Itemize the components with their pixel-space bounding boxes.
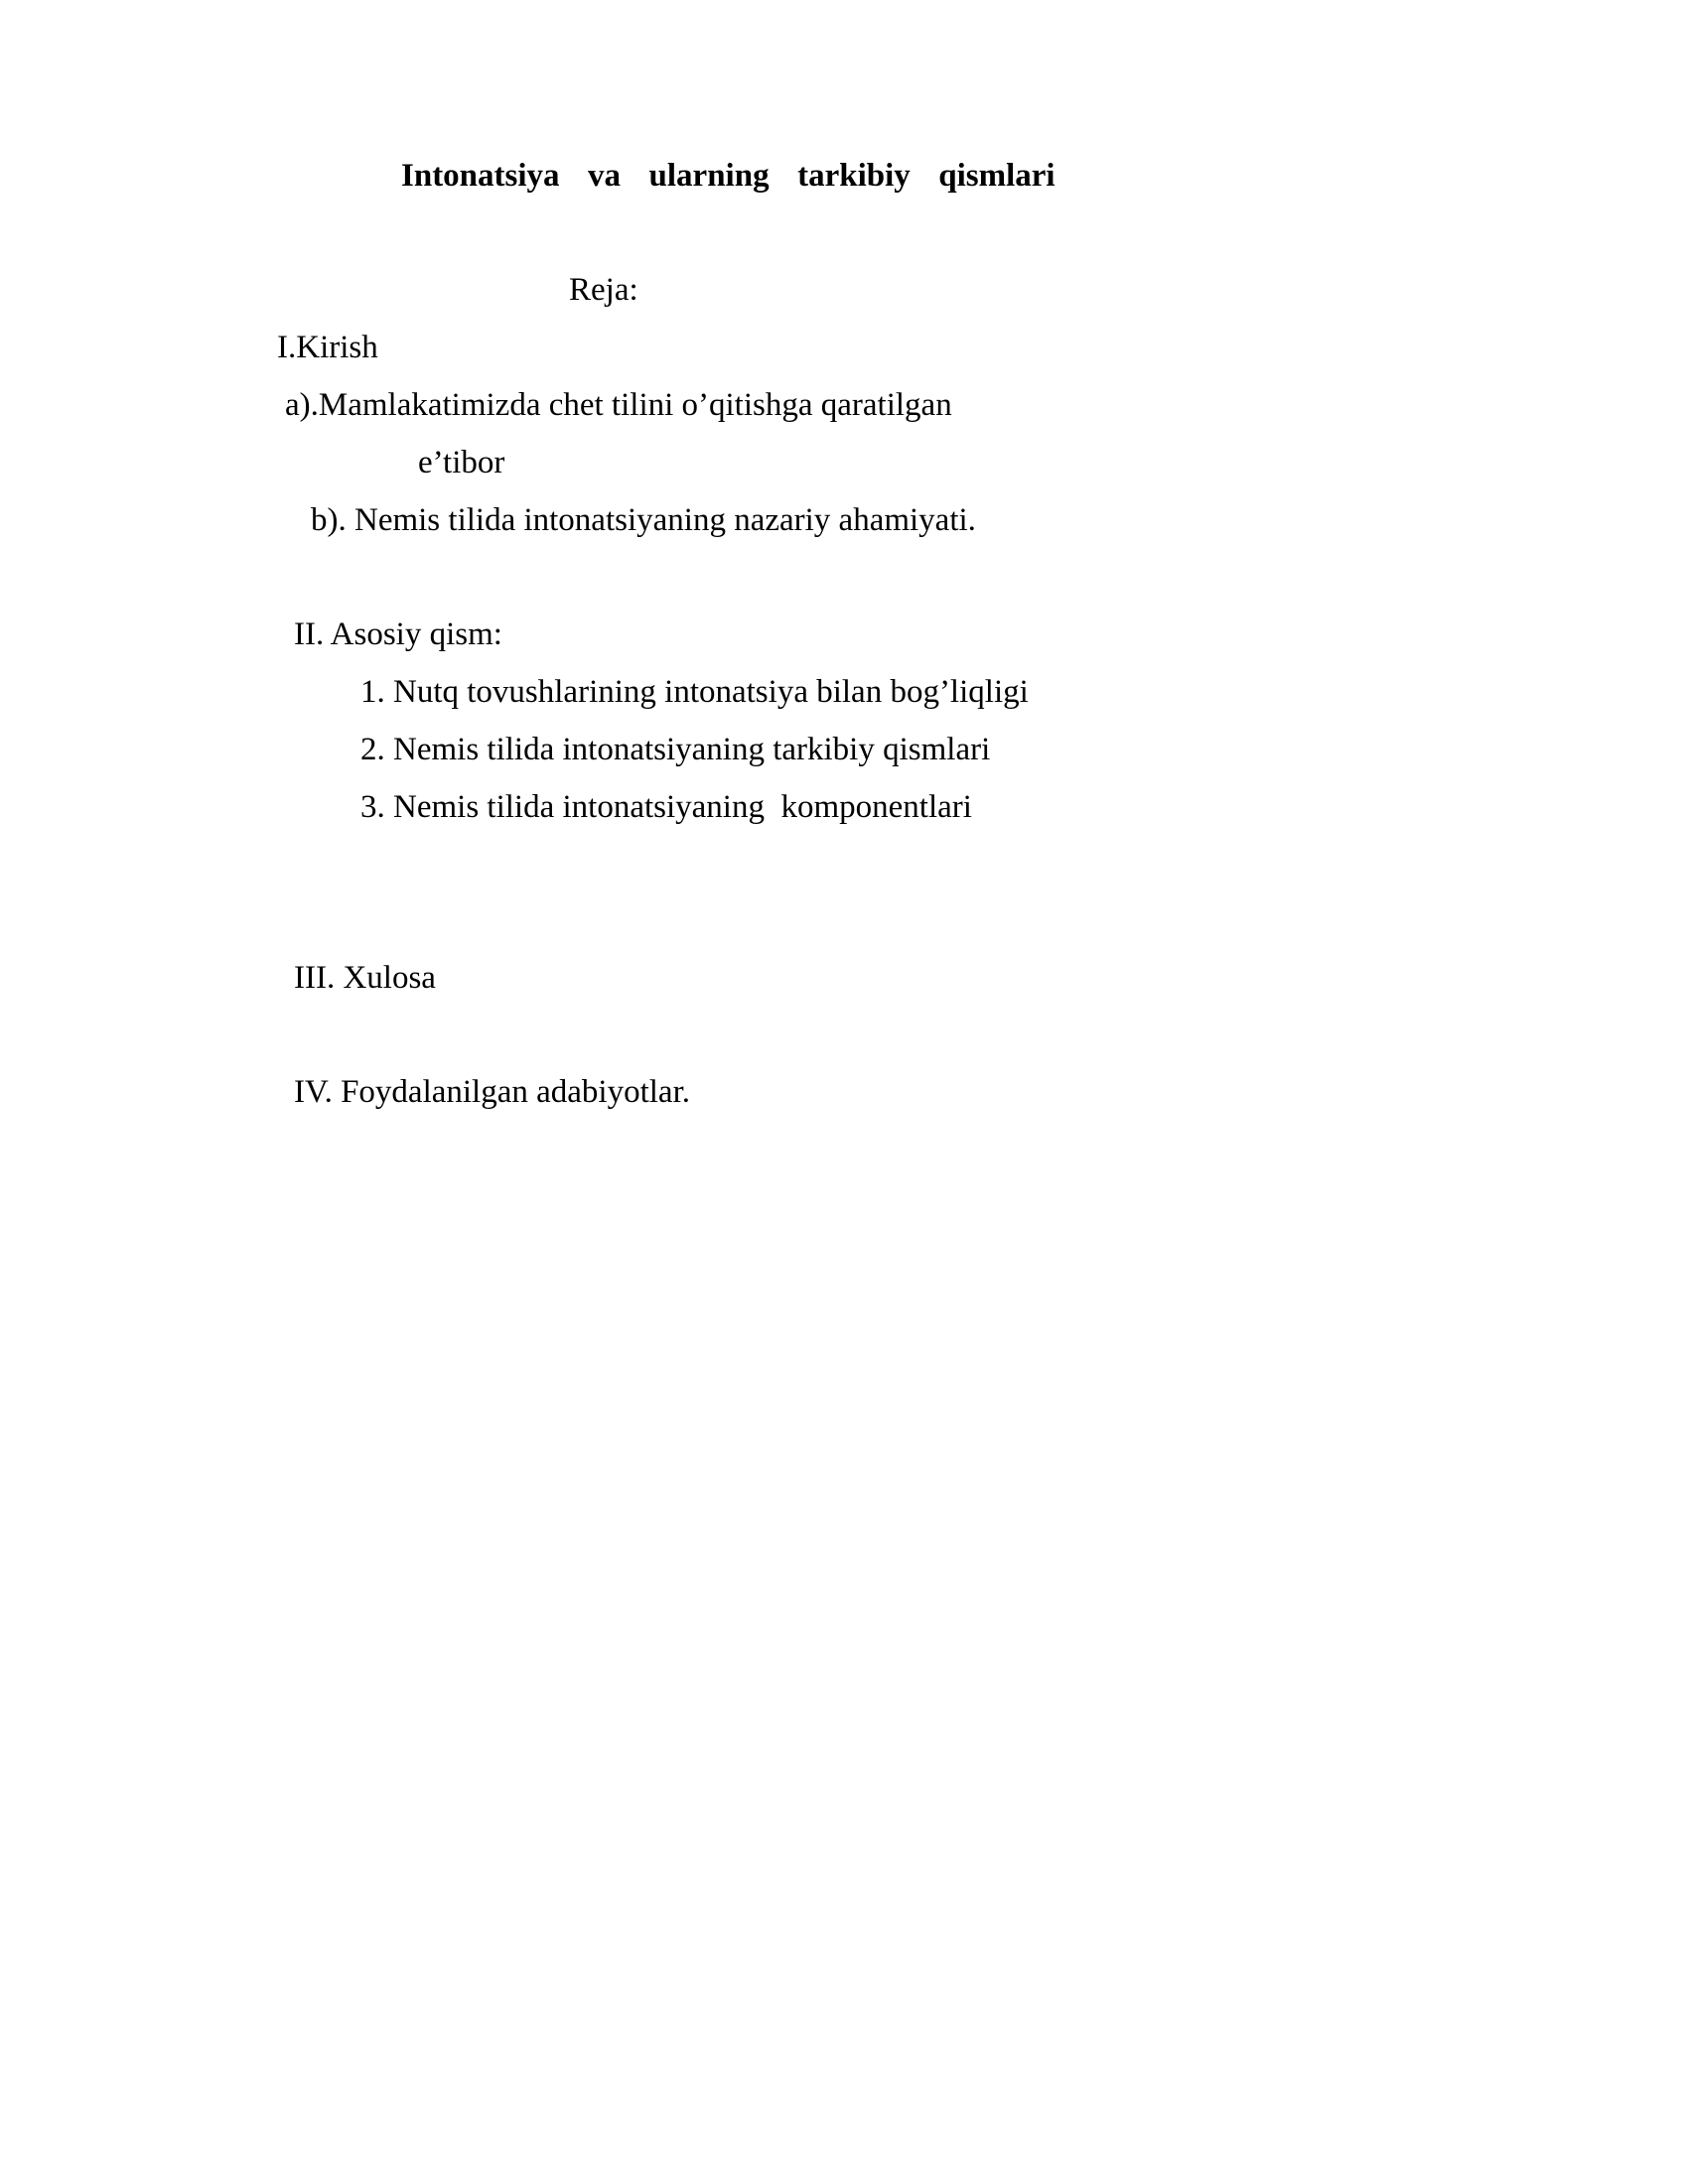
- plan-heading: Reja:: [569, 272, 638, 308]
- section-heading-intro: I.Kirish: [277, 330, 378, 365]
- section-heading-references: IV. Foydalanilgan adabiyotlar.: [294, 1074, 690, 1110]
- list-item: b). Nemis tilida intonatsiyaning nazariy ahamiyati.: [311, 502, 976, 538]
- document-title: Intonatsiya va ularning tarkibiy qismlari: [401, 158, 1055, 194]
- list-item: a).Mamlakatimizda chet tilini o’qitishga qaratilgan: [285, 387, 952, 423]
- section-heading-main: II. Asosiy qism:: [294, 616, 502, 652]
- section-heading-conclusion: III. Xulosa: [294, 960, 436, 996]
- list-item: 2. Nemis tilida intonatsiyaning tarkibiy qismlari: [360, 732, 991, 767]
- list-item: 3. Nemis tilida intonatsiyaning komponentlari: [360, 789, 972, 825]
- list-item: e’tibor: [418, 445, 505, 480]
- list-item: 1. Nutq tovushlarining intonatsiya bilan bog’liqligi: [360, 674, 1029, 710]
